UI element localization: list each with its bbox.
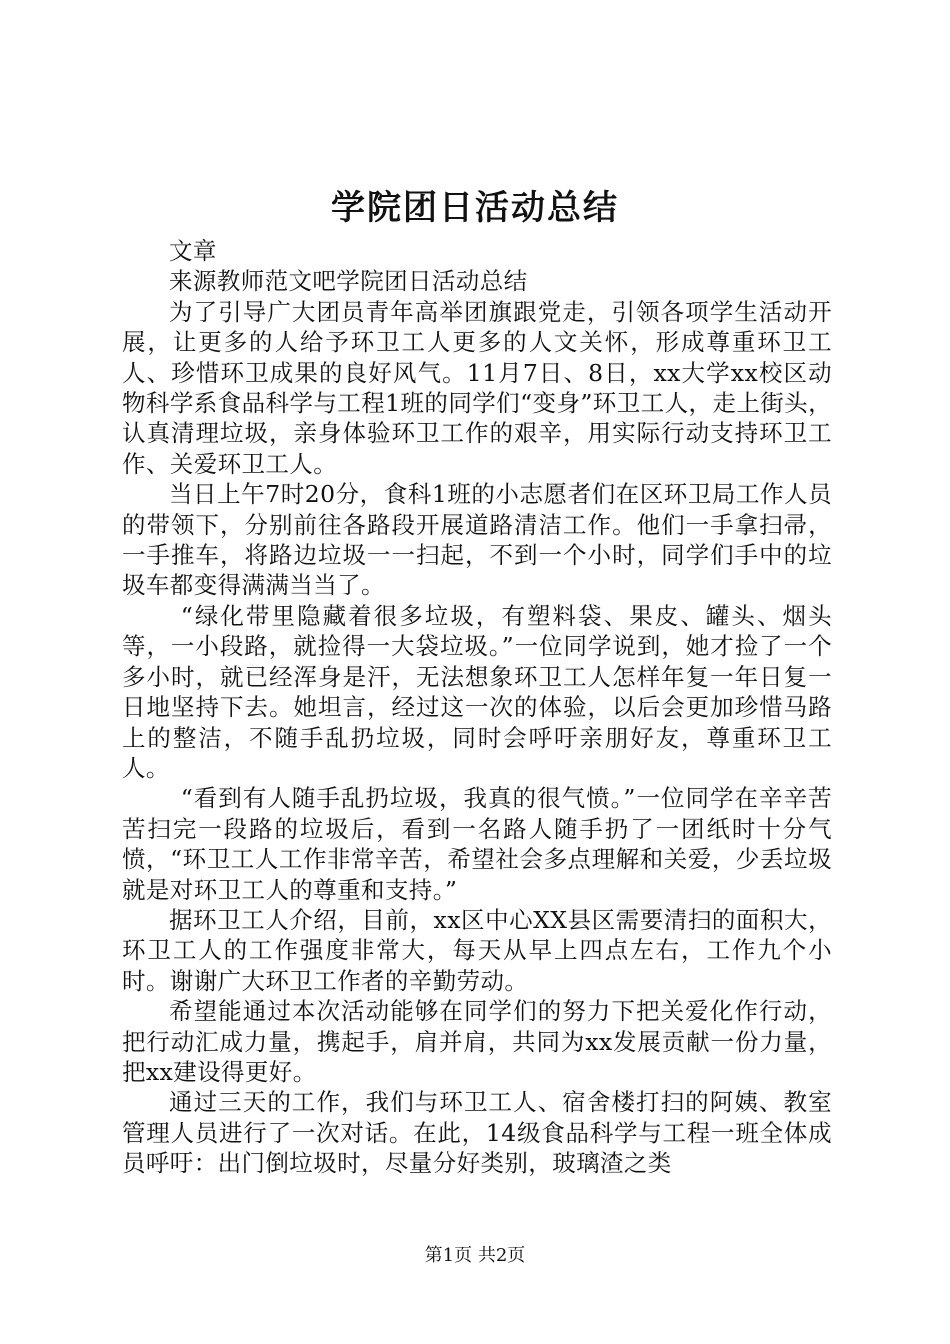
paragraph: “看到有人随手乱扔垃圾，我真的很气愤。”一位同学在辛辛苦苦扫完一段路的垃圾后，看到一名路人随手扔了一团纸时十分气愤，“环卫工人工作非常辛苦，希望社会多点理解和关爱，少丢垃圾就是对环卫工人的尊重和支持。” xyxy=(122,784,832,904)
paragraph: 为了引导广大团员青年高举团旗跟党走，引领各项学生活动开展，让更多的人给予环卫工人更多的人文关怀，形成尊重环卫工人、珍惜环卫成果的良好风气。11月7日、8日，xx大学xx校区动物科学系食品科学与工程1班的同学们“变身”环卫工人，走上街头，认真清理垃圾，亲身体验环卫工作的艰辛，用实际行动支持环卫工作、关爱环卫工人。 xyxy=(122,297,832,478)
paragraph: “绿化带里隐藏着很多垃圾，有塑料袋、果皮、罐头、烟头等，一小段路，就捡得一大袋垃圾。”一位同学说到，她才捡了一个多小时，就已经浑身是汗，无法想象环卫工人怎样年复一年日复一日地坚持下去。她坦言，经过这一次的体验，以后会更加珍惜马路上的整洁，不随手乱扔垃圾，同时会呼吁亲朋好友，尊重环卫工人。 xyxy=(122,601,832,782)
page-number-footer: 第1页 共2页 xyxy=(424,1245,526,1266)
paragraph: 通过三天的工作，我们与环卫工人、宿舍楼打扫的阿姨、教室管理人员进行了一次对话。在此，14级食品科学与工程一班全体成员呼吁：出门倒垃圾时，尽量分好类别，玻璃渣之类 xyxy=(122,1088,832,1178)
document-title: 学院团日活动总结 xyxy=(331,188,619,228)
document-body xyxy=(122,236,832,1179)
paragraph: 希望能通过本次活动能够在同学们的努力下把关爱化作行动，把行动汇成力量，携起手，肩并肩，共同为xx发展贡献一份力量，把xx建设得更好。 xyxy=(122,997,832,1086)
paragraph: 当日上午7时20分，食科1班的小志愿者们在区环卫局工作人员的带领下，分别前往各路段开展道路清洁工作。他们一手拿扫帚，一手推车，将路边垃圾一一扫起，不到一个小时，同学们手中的垃圾车都变得满满当当了。 xyxy=(122,480,832,600)
paragraph: 来源教师范文吧学院团日活动总结 xyxy=(169,267,528,296)
paragraph: 据环卫工人介绍，目前，xx区中心XX县区需要清扫的面积大，环卫工人的工作强度非常大，每天从早上四点左右，工作九个小时。谢谢广大环卫工作者的辛勤劳动。 xyxy=(122,905,832,995)
paragraph: 文章 xyxy=(169,237,217,265)
